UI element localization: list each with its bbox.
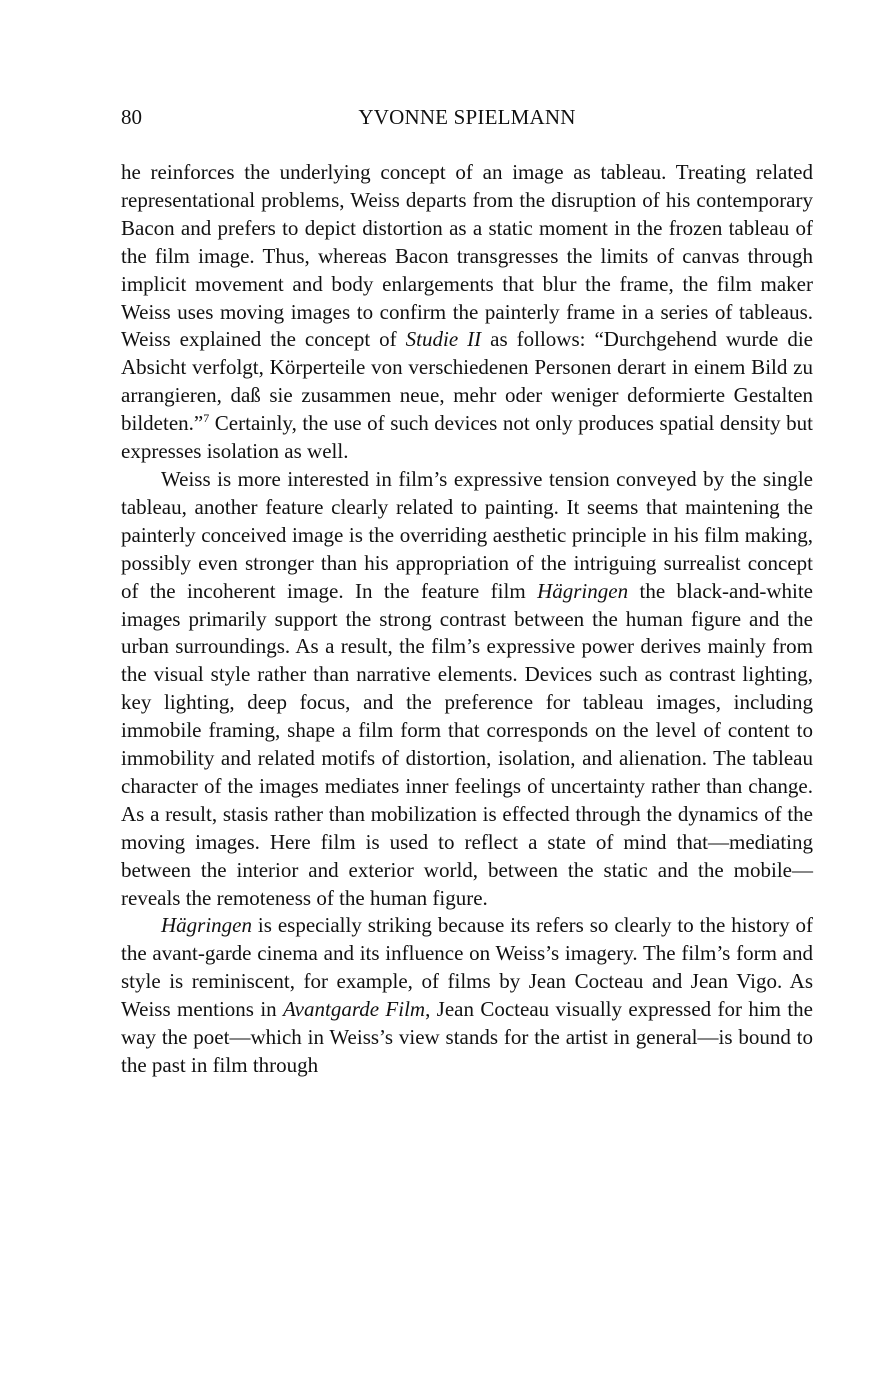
page-number: 80 [121,105,142,129]
paragraph-2-text-b: the black-and-white images primarily support the strong contrast between the human figure and the urban surroundings. As a result, the film’s expressive power derives mainly from the visual style rather than narrative elements. Devices such as contrast lighting, key lighting, deep focus, and the preference for tableau images, including immobile framing, shape a film form that corresponds on the level of content to immobility and related motifs of distortion, isolation, and alienation. The tableau character of the images mediates inner feelings of uncertainty rather than change. As a result, stasis rather than mobilization is effected through the dynamics of the moving images. Here film is used to reflect a state of mind that—mediating between the interior and exterior world, between the static and the mobile—reveals the remoteness of the human figure. [121,578,813,910]
paragraph-2 [121,466,813,913]
paragraph-1-text-c: Certainly, the use of such devices not only produces spatial density but expresses isolation as well. [121,411,813,464]
running-head: YVONNE SPIELMANN [358,105,576,129]
paragraph-3-text-b: , Jean Cocteau visually expressed for him the way the poet—which in Weiss’s view stands for the artist in general—is bound to the past in film through [121,997,813,1077]
paragraph-1-text-b: as follows: “Durchgehend wurde die Absicht verfolgt, Körperteile von verschiedenen Personen derart in einem Bild zu arrangieren, daß sie zusammen neue, mehr oder weniger deformierte Gestalten bildeten.” [121,327,813,436]
paragraph-3-text-a: is especially striking because its refers so clearly to the history of the avant-garde cinema and its influence on Weiss’s imagery. The film’s form and style is reminiscent, for example, of films by Jean Cocteau and Jean Vigo. As Weiss mentions in [121,913,813,1022]
film-title-studie-ii: Studie II [405,327,482,352]
paragraph-1-text-a: he reinforces the underlying concept of an image as tableau. Treating related representational problems, Weiss departs from the disruption of his contemporary Bacon and prefers to depict distortion as a static moment in the frozen tableau of the film image. Thus, whereas Bacon transgresses the limits of canvas through implicit movement and body enlargements that blur the frame, the film maker Weiss uses moving images to confirm the painterly frame in a series of tableaus. Weiss explained the concept of [121,160,813,352]
body-text [121,159,813,1080]
book-title-avantgarde-film: Avantgarde Film [283,997,426,1022]
film-title-hagringen: Hägringen [161,913,252,938]
footnote-marker: 7 [203,411,210,426]
paragraph-2-text-a: Weiss is more interested in film’s expressive tension conveyed by the single tableau, another feature clearly related to painting. It seems that maintening the painterly conceived image is the overriding aesthetic principle in his film making, possibly even stronger than his appropriation of the intriguing surrealist concept of the incoherent image. In the feature film [121,466,813,603]
paragraph-1 [121,159,813,466]
film-title-hagringen: Hägringen [537,578,629,603]
paragraph-3 [121,912,813,1079]
page-header [121,102,813,132]
